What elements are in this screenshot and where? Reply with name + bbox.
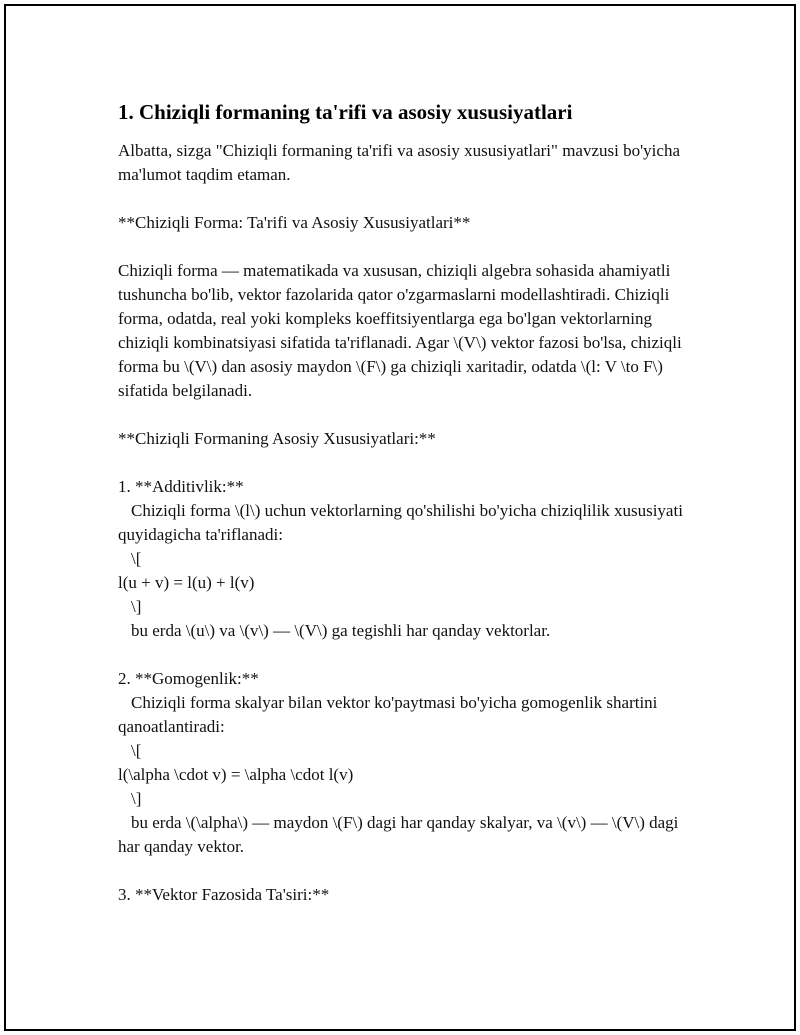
list-item-note: bu erda \(u\) va \(v\) — \(V\) ga tegishli har qanday vektorlar. (131, 621, 551, 640)
list-item-head: 2. **Gomogenlik:** (118, 669, 259, 688)
list-item-vector-space (118, 883, 688, 907)
formula: l(u + v) = l(u) + l(v) (118, 573, 255, 592)
list-item-note: bu erda \(\alpha\) — maydon \(F\) dagi har qanday skalyar, va \(v\) — \(V\) dagi har qanday vektor. (118, 813, 679, 856)
list-item-text: Chiziqli forma \(l\) uchun vektorlarning qo'shilishi bo'yicha chiziqlilik xususiyati quyidagicha ta'riflanadi: (118, 501, 683, 544)
formula-close: \] (131, 789, 142, 808)
formula-open: \[ (131, 549, 142, 568)
formula: l(\alpha \cdot v) = \alpha \cdot l(v) (118, 765, 354, 784)
section-title: **Chiziqli Forma: Ta'rifi va Asosiy Xususiyatlari** (118, 213, 471, 232)
list-item-additivity (118, 475, 688, 643)
list-item-homogeneity (118, 667, 688, 859)
intro-paragraph: Albatta, sizga "Chiziqli formaning ta'rifi va asosiy xususiyatlari" mavzusi bo'yicha ma'lumot taqdim etaman. (118, 141, 680, 184)
properties-title: **Chiziqli Formaning Asosiy Xususiyatlari:** (118, 429, 436, 448)
document-body (118, 99, 688, 931)
formula-close: \] (131, 597, 142, 616)
document-heading: 1. Chiziqli formaning ta'rifi va asosiy xususiyatlari (118, 100, 573, 124)
page-frame (4, 4, 796, 1031)
list-item-head: 3. **Vektor Fazosida Ta'siri:** (118, 885, 330, 904)
list-item-text: Chiziqli forma skalyar bilan vektor ko'paytmasi bo'yicha gomogenlik shartini qanoatlantiradi: (118, 693, 658, 736)
formula-open: \[ (131, 741, 142, 760)
definition-paragraph: Chiziqli forma — matematikada va xususan, chiziqli algebra sohasida ahamiyatli tushuncha bo'lib, vektor fazolarida qator o'zgarmaslarni modellashtiradi. Chiziqli forma, odatda, real yoki kompleks koeffitsiyentlarga ega bo'lgan vektorlarning chiziqli kombinatsiyasi sifatida ta'riflanadi. Agar \(V\) vektor fazosi bo'lsa, chiziqli forma bu \(V\) dan asosiy maydon \(F\) ga chiziqli xaritadir, odatda \(l: V \to F\) sifatida belgilanadi. (118, 261, 682, 400)
list-item-head: 1. **Additivlik:** (118, 477, 244, 496)
